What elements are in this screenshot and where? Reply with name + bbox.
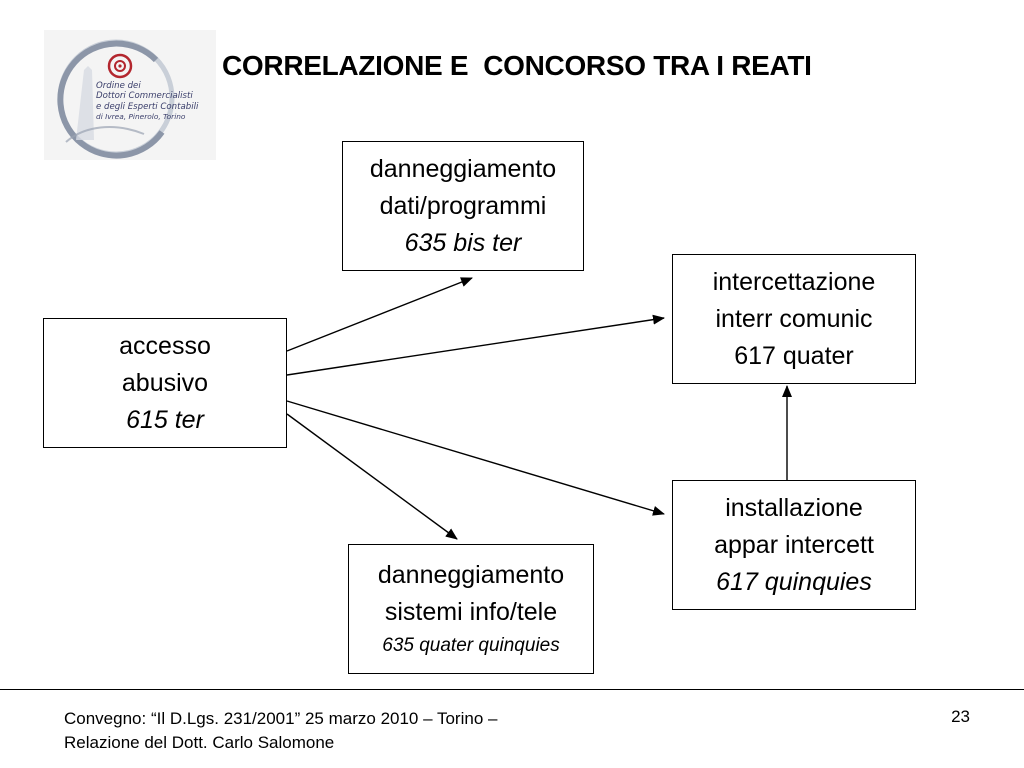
footer-line: Relazione del Dott. Carlo Salomone bbox=[64, 733, 335, 752]
node-label: abusivo bbox=[121, 368, 209, 397]
logo-line: di Ivrea, Pinerolo, Torino bbox=[96, 112, 186, 122]
node-article: 635 bis ter bbox=[404, 228, 522, 257]
arrow-accesso-to-sistemi bbox=[287, 414, 457, 539]
logo-line: e degli Esperti Contabili bbox=[96, 101, 199, 112]
node-label: danneggiamento bbox=[377, 561, 565, 589]
node-label: appar intercett bbox=[714, 530, 874, 559]
arrow-accesso-to-dati bbox=[287, 278, 472, 351]
node-danneggiamento-sistemi bbox=[348, 544, 594, 674]
node-label: intercettazione bbox=[712, 267, 876, 296]
node-article: 617 quater bbox=[734, 341, 854, 370]
node-label: danneggiamento bbox=[369, 154, 557, 183]
node-label: installazione bbox=[725, 493, 863, 522]
node-danneggiamento-dati bbox=[342, 141, 584, 271]
logo-line: Ordine dei bbox=[96, 81, 141, 91]
footer-divider bbox=[0, 689, 1024, 690]
node-accesso-abusivo bbox=[43, 318, 287, 448]
node-article: 635 quater quinquies bbox=[382, 635, 560, 656]
logo-line: Dottori Commercialisti bbox=[96, 91, 193, 102]
node-label: sistemi info/tele bbox=[384, 598, 558, 626]
node-article: 617 quinquies bbox=[716, 567, 872, 596]
node-article: 615 ter bbox=[126, 405, 204, 434]
node-intercettazione bbox=[672, 254, 916, 384]
node-label: dati/programmi bbox=[379, 191, 547, 220]
slide-title: CORRELAZIONE E CONCORSO TRA I REATI bbox=[222, 50, 812, 81]
footer-text bbox=[64, 707, 497, 755]
node-installazione bbox=[672, 480, 916, 610]
arrow-accesso-to-intercettazione bbox=[287, 318, 664, 375]
footer-line: Convegno: “Il D.Lgs. 231/2001” 25 marzo 2010 – Torino – bbox=[64, 709, 498, 728]
node-label: accesso bbox=[119, 331, 211, 360]
arrow-accesso-to-installazione bbox=[287, 401, 664, 514]
page-number: 23 bbox=[951, 707, 970, 726]
node-label: interr comunic bbox=[715, 304, 873, 333]
